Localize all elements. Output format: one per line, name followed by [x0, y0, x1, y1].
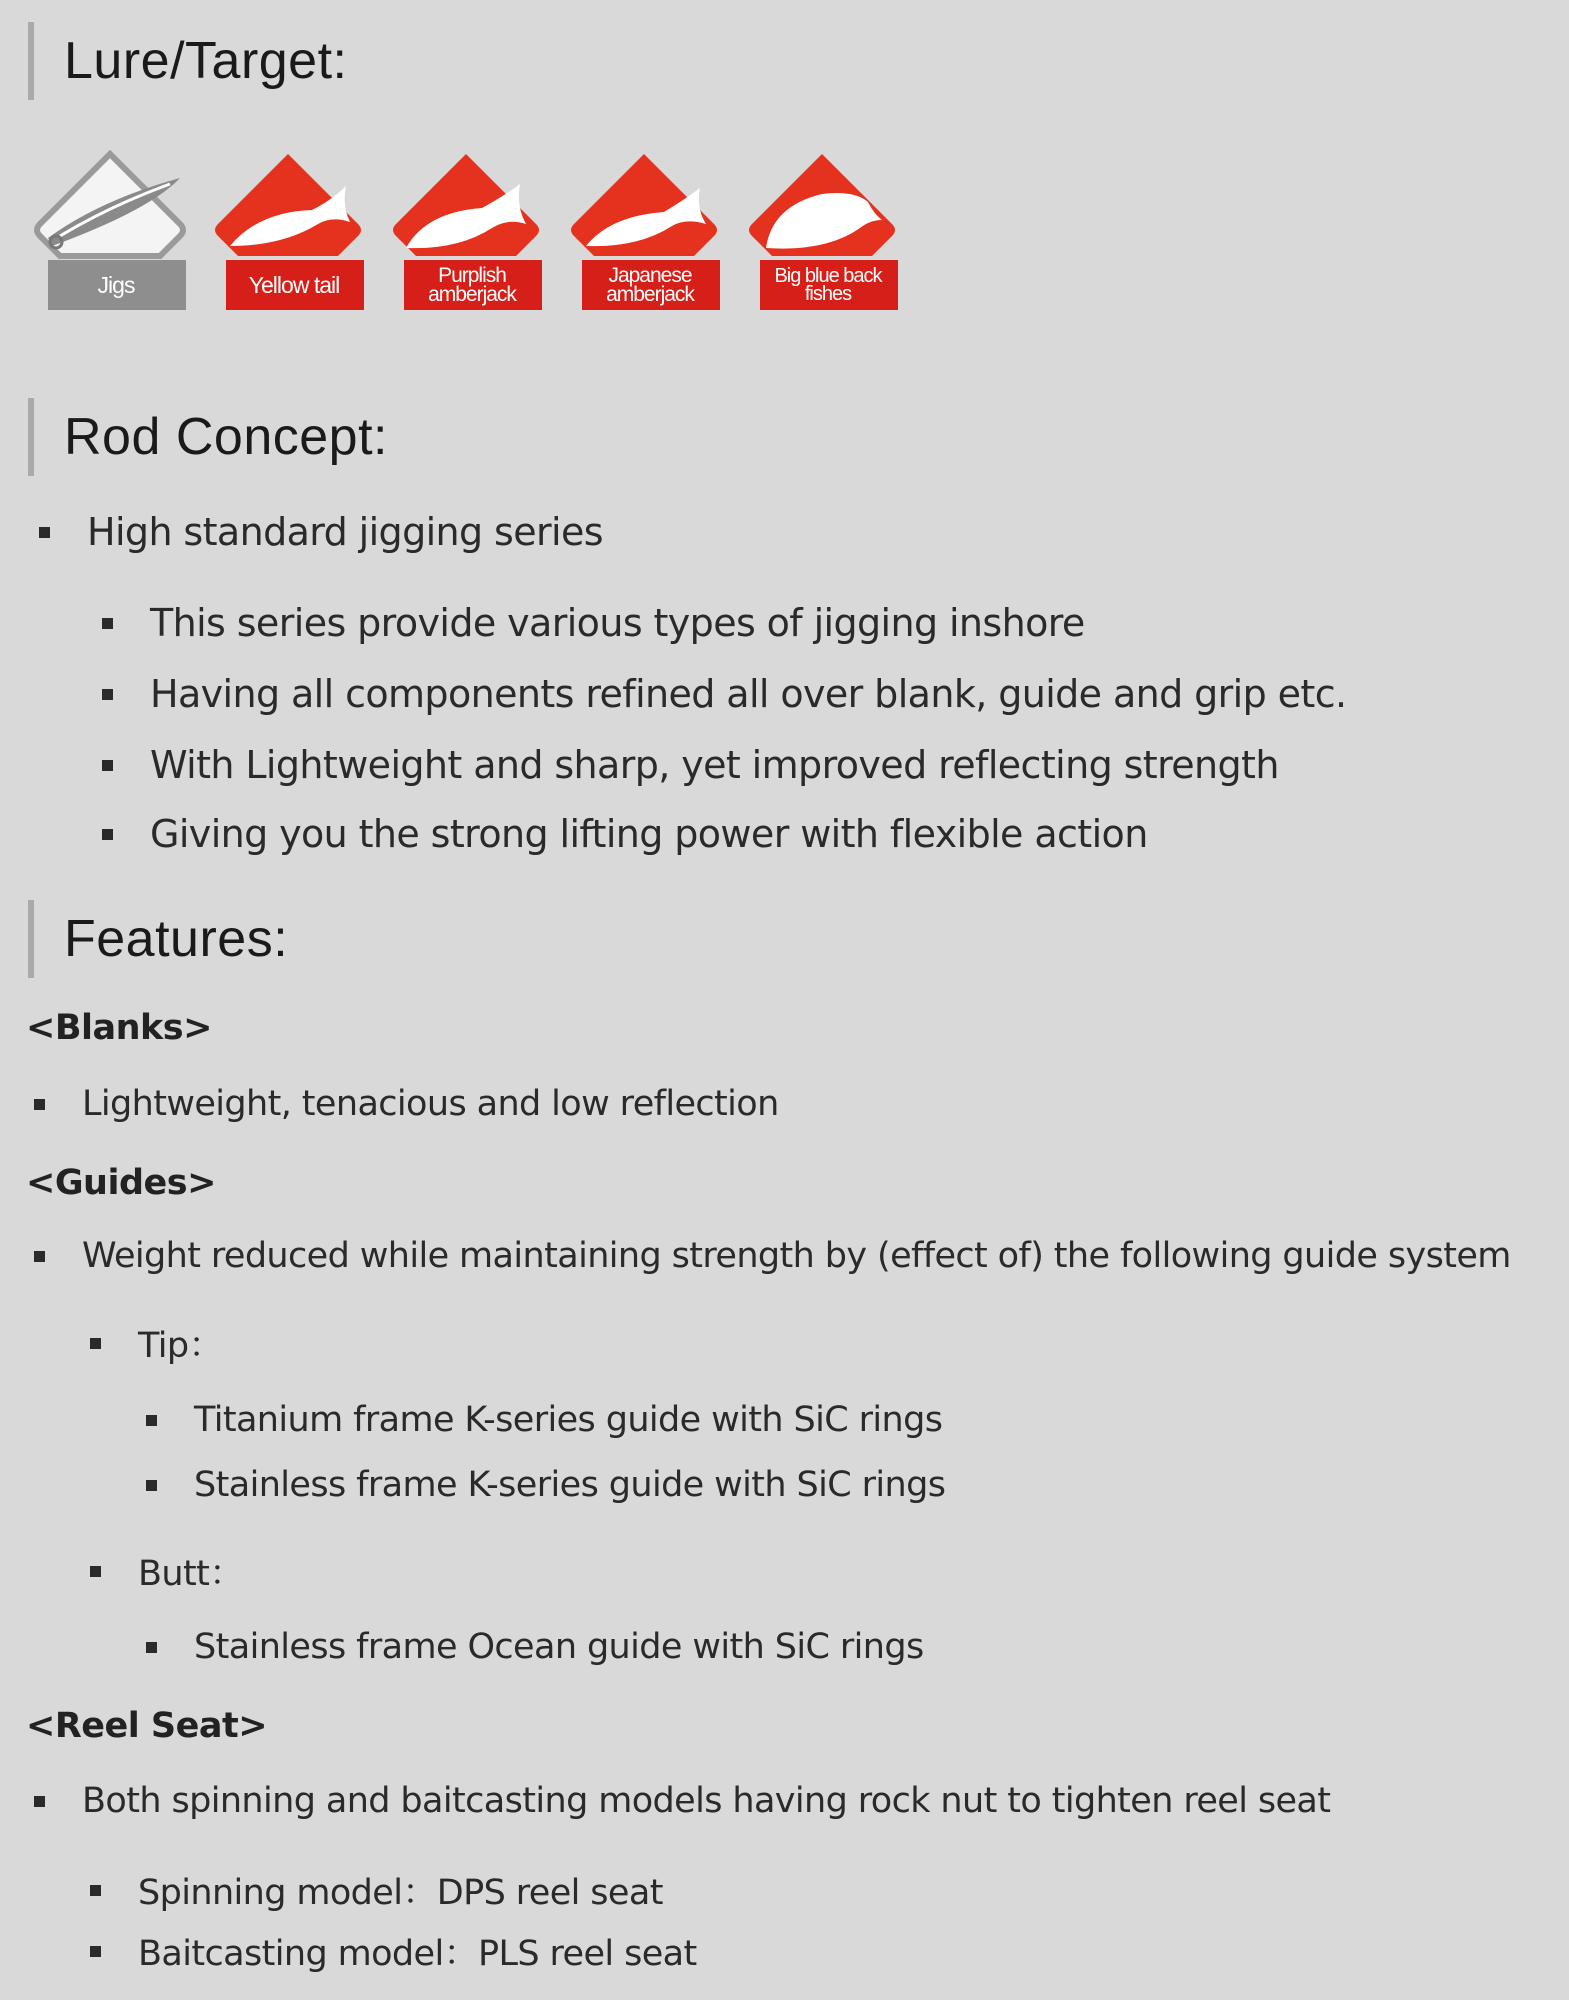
japanese-amberjack-tile	[564, 150, 724, 315]
features-heading: Features:	[28, 900, 288, 978]
rod-concept-heading: Rod Concept:	[28, 398, 388, 476]
reel-seat-item: Both spinning and baitcasting models having rock nut to tighten reel seat	[82, 1781, 1331, 1821]
rod-concept-item: Giving you the strong lifting power with flexible action	[150, 812, 1148, 856]
rod-concept-item: With Lightweight and sharp, yet improved reflecting strength	[150, 743, 1279, 787]
tip-guide-item: Stainless frame K-series guide with SiC rings	[194, 1465, 946, 1505]
yellowtail-label: Yellow tail	[248, 272, 340, 298]
target-icons	[30, 150, 902, 315]
blanks-subheading: <Blanks>	[26, 1008, 212, 1048]
blue-back-fishes-label: Big blue back fishes	[774, 265, 882, 305]
reel-seat-model-item: Baitcasting model：PLS reel seat	[138, 1926, 697, 1976]
rod-concept-item: Having all components refined all over blank, guide and grip etc.	[150, 672, 1347, 716]
blanks-item: Lightweight, tenacious and low reflection	[82, 1084, 779, 1124]
guides-item: Weight reduced while maintaining strength by (effect of) the following guide system	[82, 1236, 1511, 1276]
butt-guide-item: Stainless frame Ocean guide with SiC rings	[194, 1627, 924, 1667]
rod-concept-item: This series provide various types of jigging inshore	[150, 601, 1085, 645]
yellowtail-tile	[208, 150, 368, 315]
blue-back-fishes-tile	[742, 150, 902, 315]
purplish-amberjack-label: Purplish amberjack	[428, 264, 516, 306]
reel-seat-subheading: <Reel Seat>	[26, 1706, 268, 1746]
reel-seat-model-item: Spinning model：DPS reel seat	[138, 1865, 663, 1915]
jigs-tile	[30, 150, 190, 315]
tip-guide-item: Titanium frame K-series guide with SiC rings	[194, 1400, 943, 1440]
rod-concept-main-item: High standard jigging series	[87, 510, 603, 554]
purplish-amberjack-tile	[386, 150, 546, 315]
jigs-label: Jigs	[97, 272, 135, 298]
lure-target-heading: Lure/Target:	[28, 22, 348, 100]
butt-label: Butt：	[138, 1546, 244, 1596]
guides-subheading: <Guides>	[26, 1163, 216, 1203]
tip-label: Tip：	[138, 1318, 223, 1368]
japanese-amberjack-label: Japanese amberjack	[606, 264, 694, 306]
